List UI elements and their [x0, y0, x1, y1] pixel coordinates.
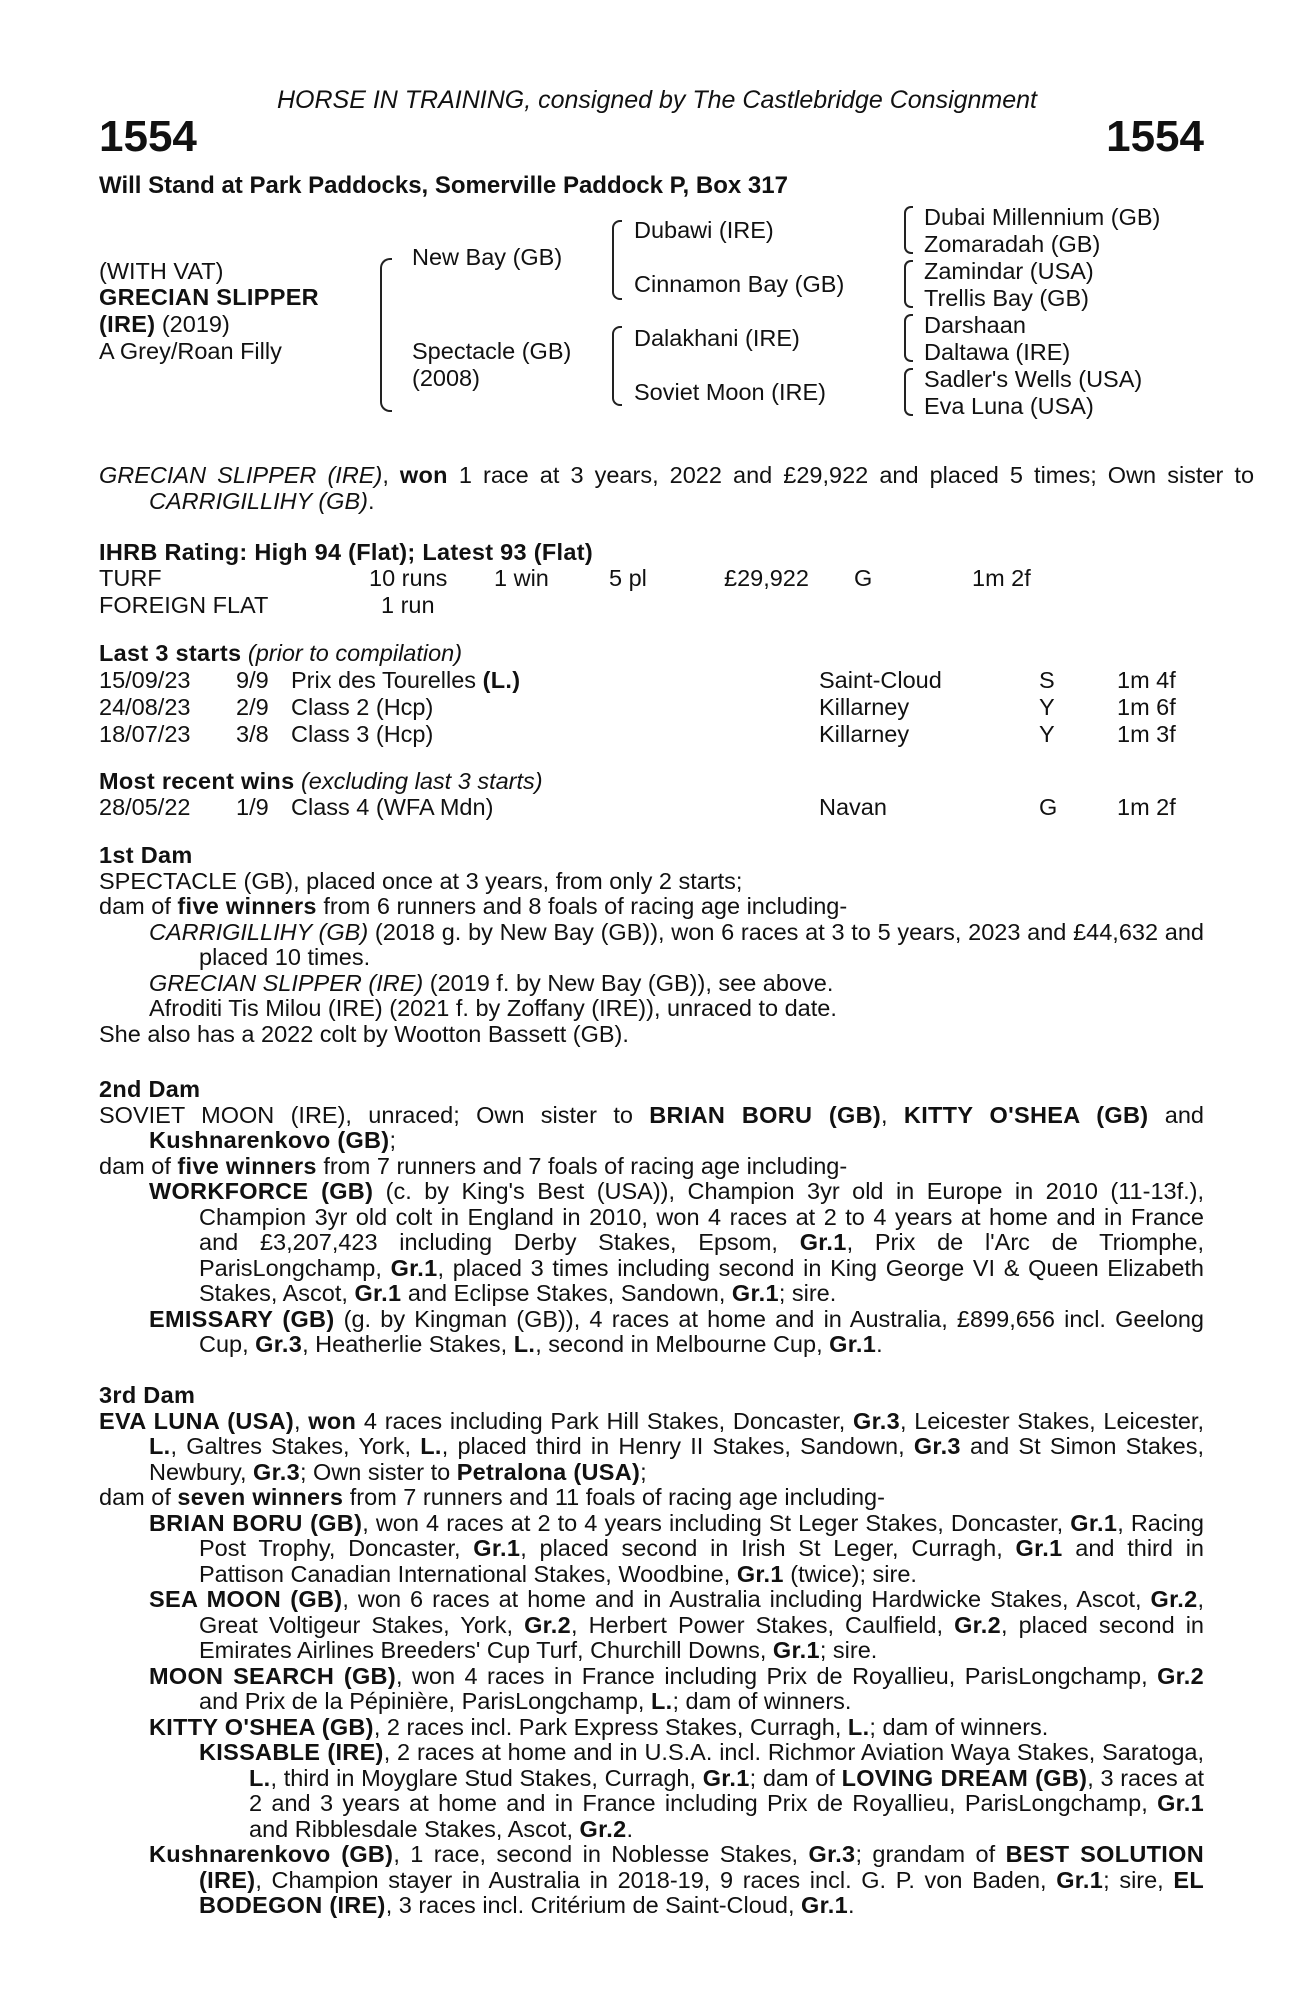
progeny-entry: CARRIGILLIHY (GB) (2018 g. by New Bay (GB)), won 6 races at 3 to 5 years, 2023 and £44,632 and placed 10 times.: [149, 918, 1204, 970]
last-starts-table: [99, 667, 1176, 748]
progeny-entry: GRECIAN SLIPPER (IRE) (2019 f. by New Bay (GB)), see above.: [149, 969, 834, 996]
pedigree-brace: [380, 258, 392, 412]
dam-of-line: dam of five winners from 6 runners and 8 foals of racing age including-: [99, 893, 848, 919]
progeny-entry: MOON SEARCH (GB), won 4 races in France including Prix de Royallieu, ParisLongchamp, Gr.2 and Prix de la Pépinière, ParisLongchamp, L.; dam of winners.: [149, 1662, 1204, 1714]
table-row: 15/09/23 9/9 Prix des Tourelles (L.) Saint-Cloud S 1m 4f: [99, 667, 1176, 693]
progeny-entry: KISSABLE (IRE), 2 races at home and in U.S.A. incl. Richmor Aviation Waya Stakes, Saratoga, L., third in Moyglare Stud Stakes, Curragh, Gr.1; dam of LOVING DREAM (GB), 3 races at 2 and 3 years at home and in France including Prix de Royallieu, ParisLongchamp, Gr.1 and Ribblesdale Stakes, Ascot, Gr.2.: [199, 1739, 1204, 1842]
rating-table: [99, 565, 1031, 619]
section-title: 3rd Dam: [99, 1382, 196, 1408]
dam-of-line: dam of seven winners from 7 runners and 11 foals of racing age including-: [99, 1484, 885, 1510]
progeny-entry: SEA MOON (GB), won 6 races at home and in Australia including Hardwicke Stakes, Ascot, Gr.2, Great Voltigeur Stakes, York, Gr.2, Herbert Power Stakes, Caulfield, Gr.2, placed second in Emirates Airlines Breeders' Cup Turf, Churchill Downs, Gr.1; sire.: [149, 1586, 1205, 1663]
race-summary: GRECIAN SLIPPER (IRE), won 1 race at 3 years, 2022 and £29,922 and placed 5 times; Own sister to CARRIGILLIHY (GB).: [99, 462, 1255, 514]
pedigree-brace: [904, 260, 913, 308]
lot-number-left: 1554: [99, 112, 197, 161]
pedigree-dam-dam: Soviet Moon (IRE): [634, 379, 826, 405]
pedigree-ancestor: Daltawa (IRE): [924, 339, 1071, 365]
dam-line: SOVIET MOON (IRE), unraced; Own sister to BRIAN BORU (GB), KITTY O'SHEA (GB) and Kushnarenkovo (GB);: [99, 1101, 1204, 1153]
pedigree-sire-dam: Cinnamon Bay (GB): [634, 271, 845, 297]
horse-description: A Grey/Roan Filly: [99, 338, 282, 364]
recent-wins-table: [99, 794, 1176, 821]
pedigree-dam-year: (2008): [412, 365, 480, 391]
table-row: TURF 10 runs 1 win 5 pl £29,922 G 1m 2f: [99, 565, 1031, 591]
pedigree-dam: Spectacle (GB): [412, 338, 572, 364]
dam-note: She also has a 2022 colt by Wootton Bassett (GB).: [99, 1020, 629, 1047]
rating-title: IHRB Rating: High 94 (Flat); Latest 93 (Flat): [99, 539, 593, 565]
last-starts-title: Last 3 starts (prior to compilation): [99, 640, 463, 666]
lot-number-right: 1554: [1106, 112, 1204, 161]
progeny-entry: Kushnarenkovo (GB), 1 race, second in Noblesse Stakes, Gr.3; grandam of BEST SOLUTION (IRE), Champion stayer in Australia in 2018-19, 9 races incl. G. P. von Baden, Gr.1; sire, EL BODEGON (IRE), 3 races incl. Critérium de Saint-Cloud, Gr.1.: [149, 1841, 1204, 1918]
horse-origin-year: (IRE) (2019): [99, 311, 230, 337]
horse-name: GRECIAN SLIPPER: [99, 284, 319, 310]
first-dam-section: [99, 843, 1204, 1047]
consignment-header: HORSE IN TRAINING, consigned by The Castlebridge Consignment: [276, 86, 1038, 114]
table-row: 28/05/22 1/9 Class 4 (WFA Mdn) Navan G 1m 2f: [99, 794, 1176, 820]
dam-line: SPECTACLE (GB), placed once at 3 years, from only 2 starts;: [99, 867, 743, 894]
second-dam-section: [99, 1077, 1204, 1358]
table-row: FOREIGN FLAT 1 run: [99, 592, 435, 618]
pedigree-sire: New Bay (GB): [412, 244, 563, 270]
table-row: 24/08/23 2/9 Class 2 (Hcp) Killarney Y 1m 6f: [99, 694, 1176, 720]
pedigree-brace: [904, 368, 913, 416]
stand-location: Will Stand at Park Paddocks, Somerville Paddock P, Box 317: [99, 172, 788, 199]
pedigree-brace: [904, 314, 913, 362]
table-row: 18/07/23 3/8 Class 3 (Hcp) Killarney Y 1m 3f: [99, 721, 1176, 747]
dam-line: EVA LUNA (USA), won 4 races including Park Hill Stakes, Doncaster, Gr.3, Leicester Stakes, Leicester, L., Galtres Stakes, York, L., placed third in Henry II Stakes, Sandown, Gr.3 and St Simon Stakes, Newbury, Gr.3; Own sister to Petralona (USA);: [99, 1407, 1205, 1485]
dam-of-line: dam of five winners from 7 runners and 7 foals of racing age including-: [99, 1152, 848, 1179]
pedigree-ancestor: Darshaan: [924, 312, 1026, 338]
section-title: 2nd Dam: [99, 1076, 201, 1102]
pedigree-ancestor: Zamindar (USA): [924, 258, 1094, 284]
pedigree-ancestor: Zomaradah (GB): [924, 231, 1101, 257]
pedigree-brace: [904, 206, 913, 254]
progeny-entry: KITTY O'SHEA (GB), 2 races incl. Park Express Stakes, Curragh, L.; dam of winners.: [149, 1713, 1049, 1740]
pedigree-ancestor: Trellis Bay (GB): [924, 285, 1089, 311]
progeny-entry: EMISSARY (GB) (g. by Kingman (GB)), 4 races at home and in Australia, £899,656 incl. Geelong Cup, Gr.3, Heatherlie Stakes, L., second in Melbourne Cup, Gr.1.: [149, 1305, 1204, 1357]
recent-wins-title: Most recent wins (excluding last 3 starts): [99, 768, 543, 794]
pedigree-sire-sire: Dubawi (IRE): [634, 217, 774, 243]
progeny-entry: WORKFORCE (GB) (c. by King's Best (USA)), Champion 3yr old in Europe in 2010 (11-13f.), Champion 3yr old colt in England in 2010, won 4 races at 2 to 4 years at home and in France and £3,207,423 including Derby Stakes, Epsom, Gr.1, Prix de l'Arc de Triomphe, ParisLongchamp, Gr.1, placed 3 times including second in King George VI & Queen Elizabeth Stakes, Ascot, Gr.1 and Eclipse Stakes, Sandown, Gr.1; sire.: [149, 1178, 1204, 1306]
pedigree-ancestor: Dubai Millennium (GB): [924, 204, 1161, 230]
third-dam-section: [99, 1383, 1204, 1919]
pedigree-ancestor: Eva Luna (USA): [924, 393, 1094, 419]
pedigree-brace: [612, 326, 622, 406]
progeny-entry: Afroditi Tis Milou (IRE) (2021 f. by Zoffany (IRE)), unraced to date.: [149, 995, 837, 1021]
pedigree-dam-sire: Dalakhani (IRE): [634, 325, 800, 351]
section-title: 1st Dam: [99, 842, 193, 868]
pedigree-ancestor: Sadler's Wells (USA): [924, 366, 1143, 392]
pedigree-brace: [612, 220, 622, 300]
progeny-entry: BRIAN BORU (GB), won 4 races at 2 to 4 years including St Leger Stakes, Doncaster, Gr.1, Racing Post Trophy, Doncaster, Gr.1, placed second in Irish St Leger, Curragh, Gr.1 and third in Pattison Canadian International Stakes, Woodbine, Gr.1 (twice); sire.: [149, 1509, 1204, 1587]
vat-note: (WITH VAT): [99, 258, 224, 284]
